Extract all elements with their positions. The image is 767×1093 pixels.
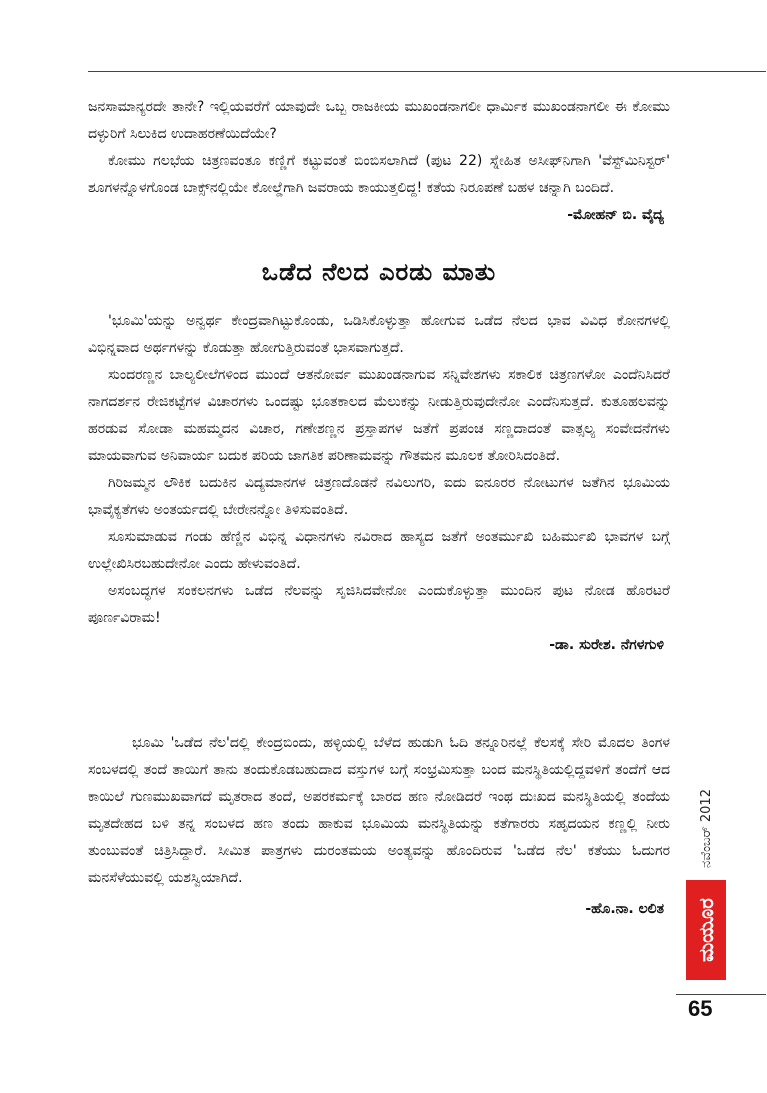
letter-1-para-1: ಜನಸಾಮಾನ್ಯರದೇ ತಾನೇ? ಇಲ್ಲಿಯವರೆಗೆ ಯಾವುದೇ ಒಬ್ಬ ರಾಜಕೀಯ ಮುಖಂಡನಾಗಲೀ ಧಾರ್ಮಿಕ ಮುಖಂಡನಾಗಲೀ ಈ ಕೋಮು ದಳ್ಳುರಿಗೆ ಸಿಲುಕಿದ ಉದಾಹರಣೆಯಿದೆಯೇ? <box>88 99 670 142</box>
letter-3-para-1: ಭೂಮಿ 'ಒಡೆದ ನೆಲ'ದಲ್ಲಿ ಕೇಂದ್ರಬಿಂದು, ಹಳ್ಳಿಯಲ್ಲಿ ಬೆಳೆದ ಹುಡುಗಿ ಓದಿ ತನ್ನೂರಿನಲ್ಲೆ ಕೆಲಸಕ್ಕೆ ಸೇರಿ ಮೊದಲ ತಿಂಗಳ ಸಂಬಳದಲ್ಲಿ ತಂದೆ ತಾಯಿಗೆ ತಾನು ತಂದುಕೊಡಬಹುದಾದ ವಸ್ತುಗಳ ಬಗ್ಗೆ ಸಂಭ್ರಮಿಸುತ್ತಾ ಬಂದ ಮನಸ್ಥಿತಿಯಲ್ಲಿದ್ದವಳಿಗೆ ತಂದೆಗೆ ಆದ ಕಾಯಿಲೆ ಗುಣಮುಖವಾಗದೆ ಮೃತರಾದ ತಂದೆ, ಅಪರಕರ್ಮಕ್ಕೆ ಬಾರದ ಹಣ ನೋಡಿದರೆ ಇಂಥ ದುಃಖದ ಮನಸ್ಥಿತಿಯಲ್ಲಿ ತಂದೆಯ ಮೃತದೇಹದ ಬಳಿ ತನ್ನ ಸಂಬಳದ ಹಣ ತಂದು ಹಾಕುವ ಭೂಮಿಯ ಮನಸ್ಥಿತಿಯನ್ನು ಕತೆಗಾರರು ಸಹೃದಯನ ಕಣ್ಣಲ್ಲಿ ನೀರು ತುಂಬುವಂತೆ ಚಿತ್ರಿಸಿದ್ದಾರೆ. ಸೀಮಿತ ಪಾತ್ರಗಳು ದುರಂತಮಯ ಅಂತ್ಯವನ್ನು ಹೊಂದಿರುವ 'ಒಡೆದ ನೆಲ' ಕತೆಯು ಓದುಗರ ಮನಸೆಳೆಯುವಲ್ಲಿ ಯಶಸ್ವಿಯಾಗಿದೆ. <box>88 735 670 886</box>
letter-2-para-4: ಸೂಸುಮಾಡುವ ಗಂಡು ಹೆಣ್ಣಿನ ವಿಭಿನ್ನ ವಿಧಾನಗಳು ನವಿರಾದ ಹಾಸ್ಯದ ಜತೆಗೆ ಅಂತರ್ಮುಖಿ ಬಹಿರ್ಮುಖಿ ಭಾವಗಳ ಬಗ್ಗೆ ಉಲ್ಲೇಖಿಸಿರಬಹುದೇನೋ ಎಂದು ಹೇಳುವಂತಿದೆ. <box>88 529 670 572</box>
magazine-logo-text: ಮಯೂರ <box>694 898 718 962</box>
letter-2-para-1: 'ಭೂಮಿ'ಯನ್ನು ಅನ್ವರ್ಥ ಕೇಂದ್ರವಾಗಿಟ್ಟುಕೊಂಡು, ಒಡಿಸಿಕೊಳ್ಳುತ್ತಾ ಹೋಗುವ ಒಡೆದ ನೆಲದ ಭಾವ ವಿವಿಧ ಕೋನಗಳಲ್ಲಿ ವಿಭಿನ್ನವಾದ ಅರ್ಥಗಳನ್ನು ಕೊಡುತ್ತಾ ಹೋಗುತ್ತಿರುವಂತೆ ಭಾಸವಾಗುತ್ತದೆ. <box>88 313 670 356</box>
page-number: 65 <box>688 996 713 1021</box>
page-number-rule <box>676 994 766 995</box>
letter-3-signature: -ಹೊ.ನಾ. ಲಲಿತ <box>585 901 664 917</box>
letter-1-signature: -ಮೋಹನ್ ಬಿ. ವೈದ್ಯ <box>567 207 664 223</box>
section <box>88 240 670 659</box>
letter-1 <box>88 94 670 229</box>
issue-date <box>686 778 726 878</box>
letter-2-para-3: ಗಿರಿಜಮ್ಮನ ಲೌಕಿಕ ಬದುಕಿನ ವಿದ್ಯಮಾನಗಳ ಚಿತ್ರಣದೊಡನೆ ನವಿಲುಗರಿ, ಐದು ಐನೂರರ ನೋಟುಗಳ ಜತೆಗಿನ ಭೂಮಿಯ ಭಾವೈಕ್ಯತೆಗಳು ಅಂತರ್ಯದಲ್ಲಿ ಬೇರೇನನ್ನೋ ತಿಳಿಸುವಂತಿದೆ. <box>88 475 670 518</box>
magazine-logo <box>686 880 726 980</box>
letter-2-signature: -ಡಾ. ಸುರೇಶ. ನೆಗಳಗುಳಿ <box>549 637 664 653</box>
issue-date-text: ನವೆಂಬರ್ 2012 <box>698 788 714 868</box>
letter-1-para-2: ಕೋಮು ಗಲಭೆಯ ಚಿತ್ರಣವಂತೂ ಕಣ್ಣಿಗೆ ಕಟ್ಟುವಂತೆ ಬಿಂಬಿಸಲಾಗಿದೆ (ಪುಟ 22) ಸ್ನೇಹಿತ ಅಸೀಫ್‌ನಿಗಾಗಿ 'ವೆಸ್ಟ್‌ಮಿನಿಸ್ಟರ್' ಶೂಗಳನ್ನೊಳಗೊಂಡ ಬಾಕ್ಸ್‌ನಲ್ಲಿಯೇ ಕೋಲ್ಡೆಗಾಗಿ ಜವರಾಯ ಕಾಯುತ್ತಲಿದ್ದ! ಕತೆಯ ನಿರೂಪಣೆ ಬಹಳ ಚನ್ನಾಗಿ ಬಂದಿದೆ. <box>88 153 670 196</box>
letter-3 <box>88 730 670 923</box>
section-title: ಒಡೆದ ನೆಲದ ಎರಡು ಮಾತು <box>261 258 497 286</box>
letter-2-para-5: ಅಸಂಬದ್ಧಗಳ ಸಂಕಲನಗಳು ಒಡೆದ ನೆಲವನ್ನು ಸೃಜಿಸಿದವೇನೋ ಎಂದುಕೊಳ್ಳುತ್ತಾ ಮುಂದಿನ ಪುಟ ನೋಡ ಹೊರಟರೆ ಪೂರ್ಣವಿರಾಮ! <box>88 583 670 626</box>
letter-2-para-2: ಸುಂದರಣ್ಣನ ಬಾಲ್ಯಲೀಲೆಗಳಿಂದ ಮುಂದೆ ಆತನೋರ್ವ ಮುಖಂಡನಾಗುವ ಸನ್ನಿವೇಶಗಳು ಸಕಾಲಿಕ ಚಿತ್ರಣಗಳೋ ಎಂದೆನಿಸಿದರೆ ನಾಗದರ್ಶನ ರೇಜಿಕಟ್ಟೆಗಳ ವಿಚಾರಗಳು ಒಂದಷ್ಟು ಭೂತಕಾಲದ ಮೆಲುಕನ್ನು ನೀಡುತ್ತಿರುವುದೇನೋ ಎಂದೆನಿಸುತ್ತದೆ. ಕುತೂಹಲವನ್ನು ಹರಡುವ ಸೋಡಾ ಮಹಮ್ಮದನ ವಿಚಾರ, ಗಣೇಶಣ್ಣನ ಪ್ರಸ್ತಾಪಗಳ ಜತೆಗೆ ಪ್ರಪಂಚ ಸಣ್ಣದಾದಂತೆ ವಾತ್ಸಲ್ಯ ಸಂವೇದನೆಗಳು ಮಾಯವಾಗುವ ಅನಿವಾರ್ಯ ಬದುಕ ಪರಿಯ ಜಾಗತಿಕ ಪರಿಣಾಮವನ್ನು ಗೌತಮನ ಮೂಲಕ ತೋರಿಸಿದಂತಿದೆ. <box>88 367 670 464</box>
top-rule <box>88 71 766 72</box>
